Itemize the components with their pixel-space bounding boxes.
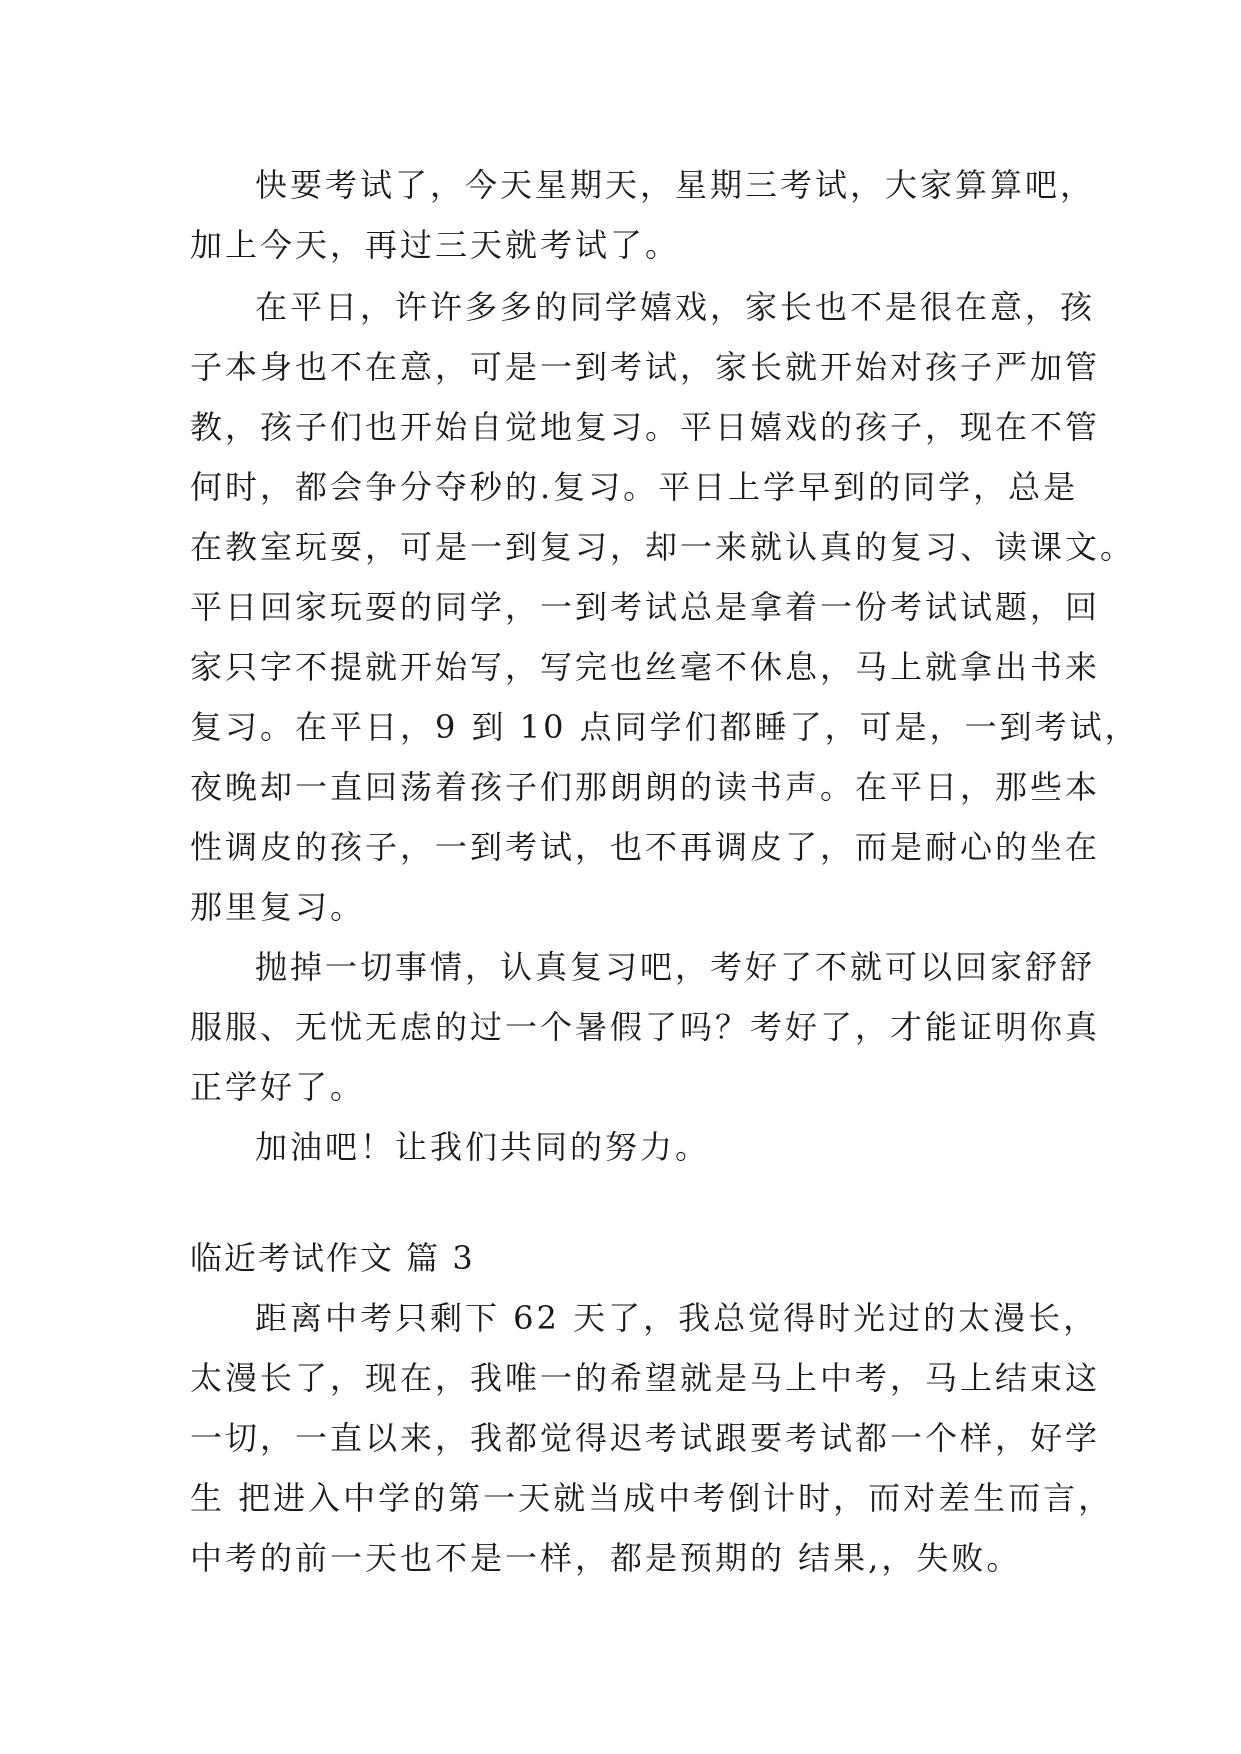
paragraph-1-line-2: 加上今天，再过三天就考试了。 xyxy=(190,226,681,264)
paragraph-2-line-2: 子本身也不在意，可是一到考试，家长就开始对孩子严加管 xyxy=(190,348,1101,386)
section-2-line-4: 生 把进入中学的第一天就当成中考倒计时，而对差生而言， xyxy=(190,1479,1114,1517)
paragraph-3-line-1: 抛掉一切事情，认真复习吧，考好了不就可以回家舒舒 xyxy=(255,948,1096,986)
paragraph-2-line-9: 夜晚却一直回荡着孩子们那朗朗的读书声。在平日，那些本 xyxy=(190,768,1101,806)
section-2-line-5: 中考的前一天也不是一样，都是预期的 结果,，失败。 xyxy=(190,1539,1022,1577)
paragraph-2-line-6: 平日回家玩耍的同学，一到考试总是拿着一份考试试题，回 xyxy=(190,588,1101,626)
paragraph-2-line-3: 教，孩子们也开始自觉地复习。平日嬉戏的孩子，现在不管 xyxy=(190,408,1101,446)
paragraph-2-line-4: 何时，都会争分夺秒的.复习。平日上学早到的同学，总是 xyxy=(190,468,1079,506)
paragraph-4-line-1: 加油吧！让我们共同的努力。 xyxy=(255,1128,711,1166)
paragraph-3-line-3: 正学好了。 xyxy=(190,1068,366,1106)
section-2-line-1: 距离中考只剩下 62 天了，我总觉得时光过的太漫长， xyxy=(255,1299,1099,1337)
paragraph-2-line-8: 复习。在平日，9 到 10 点同学们都睡了，可是，一到考试， xyxy=(190,708,1140,746)
section-heading: 临近考试作文 篇 3 xyxy=(190,1239,475,1277)
paragraph-2-line-7: 家只字不提就开始写，写完也丝毫不休息，马上就拿出书来 xyxy=(190,648,1101,686)
paragraph-3-line-2: 服服、无忧无虑的过一个暑假了吗？考好了，才能证明你真 xyxy=(190,1008,1101,1046)
paragraph-2-line-5: 在教室玩耍，可是一到复习，却一来就认真的复习、读课文。 xyxy=(190,528,1136,566)
paragraph-2-line-1: 在平日，许许多多的同学嬉戏，家长也不是很在意，孩 xyxy=(255,288,1096,326)
section-2-line-2: 太漫长了，现在，我唯一的希望就是马上中考，马上结束这 xyxy=(190,1359,1101,1397)
paragraph-2-line-11: 那里复习。 xyxy=(190,888,366,926)
paragraph-1-line-1: 快要考试了，今天星期天，星期三考试，大家算算吧， xyxy=(255,166,1096,204)
paragraph-2-line-10: 性调皮的孩子，一到考试，也不再调皮了，而是耐心的坐在 xyxy=(190,828,1101,866)
section-2-line-3: 一切，一直以来，我都觉得迟考试跟要考试都一个样，好学 xyxy=(190,1419,1101,1457)
